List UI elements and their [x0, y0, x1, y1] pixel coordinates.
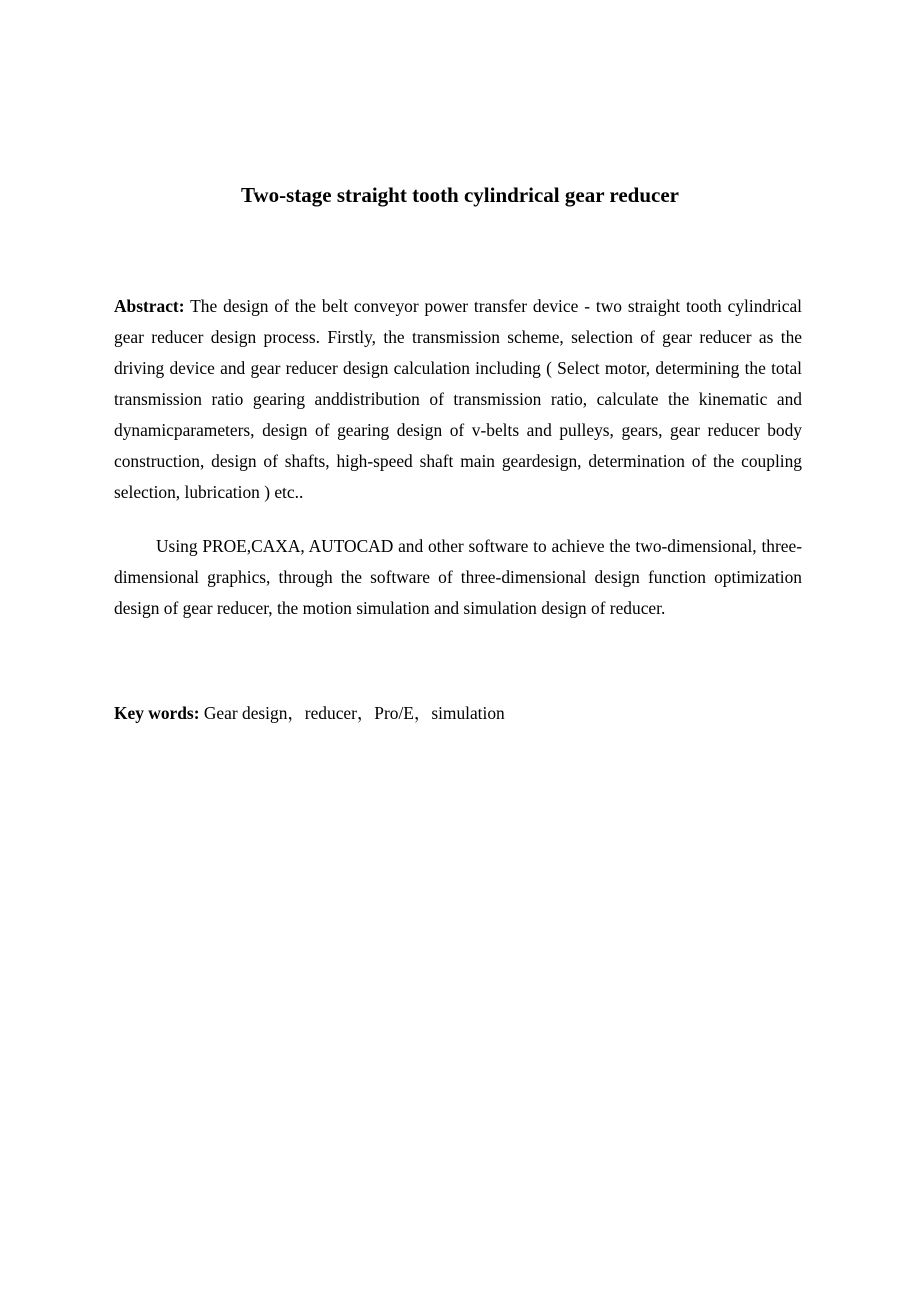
keywords-label: Key words:	[114, 703, 200, 723]
abstract-paragraph	[114, 291, 802, 508]
document-title: Two-stage straight tooth cylindrical gear reducer	[240, 183, 679, 207]
keywords-text: Gear design，reducer，Pro/E，simulation	[203, 703, 505, 723]
keywords-line	[114, 698, 505, 729]
abstract-text: The design of the belt conveyor power transfer device - two straight tooth cylindrical gear reducer design process. Firstly, the transmission scheme, selection of gear reducer as the driving device and gear reducer design calculation including ( Select motor, determining the total transmission ratio gearing anddistribution of transmission ratio, calculate the kinematic and dynamicparameters, design of gearing design of v-belts and pulleys, gears, gear reducer body construction, design of shafts, high-speed shaft main geardesign, determination of the coupling selection, lubrication ) etc..	[114, 296, 802, 502]
body-paragraph: Using PROE,CAXA, AUTOCAD and other software to achieve the two-dimensional, three-dimensional graphics, through the software of three-dimensional design function optimization design of gear reducer, the motion simulation and simulation design of reducer.	[114, 536, 802, 618]
abstract-label: Abstract:	[114, 296, 185, 316]
